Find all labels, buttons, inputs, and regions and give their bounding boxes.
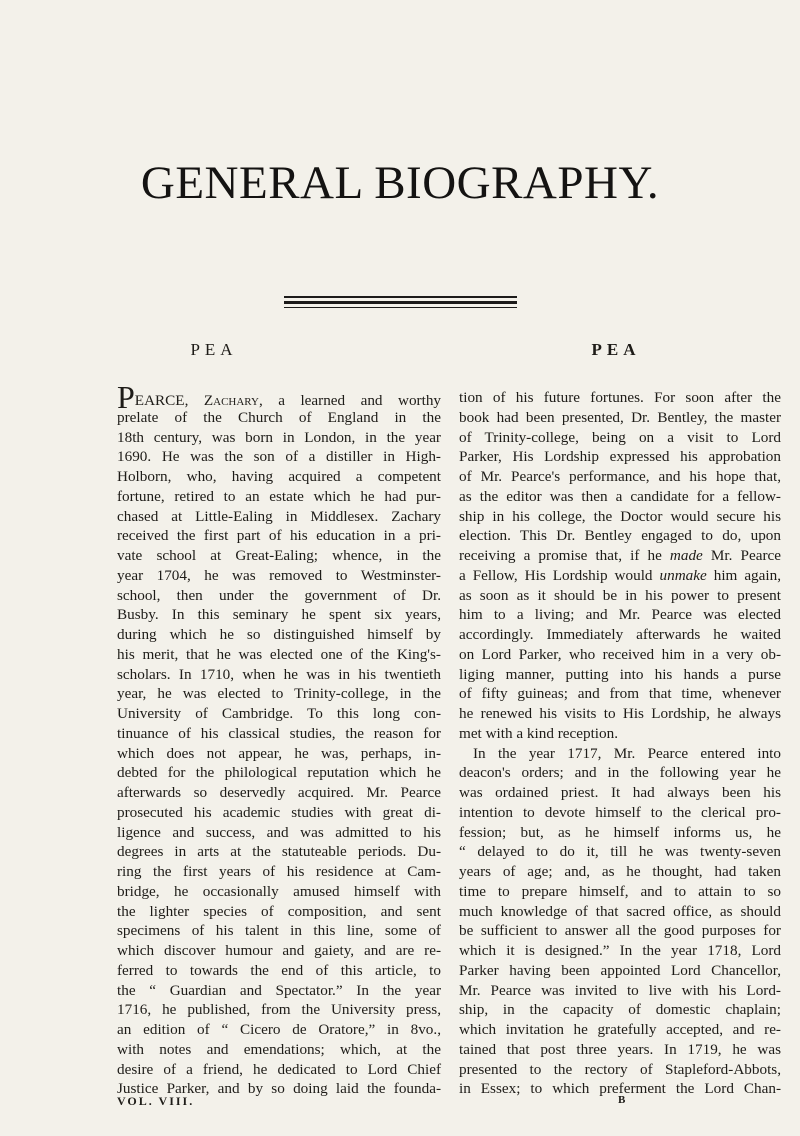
text-line: in Essex; to which preferment the Lord Chan- (459, 1080, 781, 1098)
text-line: which invitation he gratefully accepted, and re- (459, 1021, 781, 1038)
text-line: the “ Guardian and Spectator.” In the year (117, 981, 441, 999)
right-column (459, 388, 781, 1099)
text-line: PEARCE, Zachary, a learned and worthy (117, 379, 442, 415)
text-line: specimens of his talent in this line, some of (117, 922, 441, 940)
text-line: vate school at Great-Ealing; whence, in the (117, 547, 441, 564)
text-line: years of age; and, as he thought, had taken (459, 863, 781, 880)
text-line: Parker having been appointed Lord Chancellor, (459, 961, 781, 979)
text-line: much knowledge of that sacred office, as should (459, 902, 781, 920)
text-line: deacon's orders; and in the following year he (459, 764, 781, 782)
text-line: liging manner, putting into his hands a purse (459, 665, 781, 683)
text-line: fession; but, as he himself informs us, he (459, 823, 781, 841)
title-rule-thin (284, 307, 517, 308)
text-line: “ delayed to do it, till he was twenty-seven (459, 843, 781, 861)
text-line: Busby. In this seminary he spent six years, (117, 606, 441, 624)
text-line: Mr. Pearce was invited to live with his Lord- (459, 981, 781, 999)
text-line: the lighter species of composition, and sent (117, 902, 441, 920)
text-line: Justice Parker, and by so doing laid the founda- (117, 1080, 441, 1098)
text-line: on Lord Parker, who received him in a very ob- (459, 645, 781, 663)
text-line: receiving a promise that, if he made Mr. Pearce (459, 547, 781, 564)
text-line: bridge, he occasionally amused himself with (117, 882, 441, 900)
text-line: as the editor was then a candidate for a fellow- (459, 487, 781, 505)
text-line: which discover humour and gaiety, and are re- (117, 942, 441, 959)
running-head-left: PEA (190, 340, 238, 359)
text-line: be sufficient to answer all the good purposes for (459, 922, 781, 940)
text-line: degrees in arts at the statuteable periods. Du- (117, 843, 441, 861)
text-line: of Trinity-college, being on a visit to Lord (459, 428, 781, 446)
text-line: debted for the philological reputation which he (117, 764, 441, 782)
italic-word: made (669, 547, 703, 564)
text-line: University of Cambridge. To this long con- (117, 705, 441, 722)
text-line: In the year 1717, Mr. Pearce entered into (473, 744, 781, 762)
text-line: school, then under the government of Dr. (117, 586, 441, 604)
text-line: Parker, His Lordship expressed his approbation (459, 448, 781, 466)
text-line: ferred to towards the end of this article, to (117, 961, 441, 979)
left-column (117, 379, 442, 1099)
italic-word: unmake (659, 566, 707, 584)
text-line: election. This Dr. Bentley engaged to do, upon (459, 527, 781, 545)
text-line: afterwards so deservedly acquired. Mr. Pearce (117, 784, 441, 801)
page-title: GENERAL BIOGRAPHY. (140, 157, 660, 209)
text-line: scholars. In 1710, when he was in his twentieth (117, 665, 441, 683)
text-line: accordingly. Immediately afterwards he waited (459, 626, 781, 643)
text-line: a Fellow, His Lordship would unmake him again, (459, 566, 782, 584)
text-line: year 1704, he was removed to Westminster- (117, 566, 441, 584)
text-line: ligence and success, and was admitted to his (117, 823, 441, 841)
text-line: met with a kind reception. (459, 724, 619, 742)
text-line: an edition of “ Cicero de Oratore,” in 8vo., (117, 1021, 441, 1038)
title-rule-middle (284, 301, 517, 304)
text-line: of fifty guineas; and from that time, whenever (459, 685, 781, 703)
text-line: time to prepare himself, and to attain to so (459, 882, 781, 900)
drop-cap: P (117, 379, 135, 415)
text-line: prelate of the Church of England in the (117, 408, 441, 426)
text-line: tion of his future fortunes. For soon after the (459, 389, 781, 406)
entry-name: Zachary, (203, 392, 263, 409)
text-line: which it is designed.” In the year 1718, Lord (459, 942, 781, 959)
text-line: desire of a friend, he dedicated to Lord Chief (117, 1060, 441, 1078)
text-line: of Mr. Pearce's performance, and his hope that, (459, 468, 781, 485)
headword: EARCE, (134, 392, 189, 409)
text-line: presented to the rectory of Stapleford-Abbots, (459, 1060, 781, 1078)
text-line: 1716, he published, from the University press, (117, 1001, 441, 1019)
text-line: his merit, that he was elected one of the King's- (117, 645, 441, 663)
text-line: chased at Little-Ealing in Middlesex. Zachary (117, 507, 441, 525)
text-line: which does not appear, he was, perhaps, in- (117, 744, 441, 762)
text-line: him to a living; and Mr. Pearce was elected (459, 606, 781, 624)
volume-marker: VOL. VIII. (117, 1094, 195, 1108)
text-line: during which he so distinguished himself by (117, 626, 441, 643)
text-line: tinuance of his classical studies, the reason for (117, 724, 441, 742)
text-line: as soon as it should be in his power to present (459, 586, 781, 604)
text-line: intention to devote himself to the clerical pro- (459, 803, 781, 821)
text-line: tained that post three years. In 1719, he was (459, 1040, 781, 1058)
text-line: was ordained priest. It had always been his (459, 784, 781, 801)
text-line: Holborn, who, having acquired a competent (117, 468, 441, 485)
text-line: ring the first years of his residence at Cam- (117, 863, 441, 880)
text-line: received the first part of his education in a pri- (117, 527, 441, 545)
text-line: 18th century, was born in London, in the year (117, 428, 441, 446)
text-line: ship in his college, the Doctor would secure his (459, 507, 781, 525)
text-line: year, he was elected to Trinity-college, in the (117, 685, 441, 703)
text-line: ship, in the capacity of domestic chaplain; (459, 1001, 781, 1019)
title-rule-thick (284, 296, 517, 298)
text-line: book had been presented, Dr. Bentley, the master (459, 408, 781, 426)
text-line: fortune, retired to an estate which he had pur- (117, 487, 441, 505)
text-line: 1690. He was the son of a distiller in High- (117, 448, 441, 466)
text-line: with notes and emendations; which, at the (117, 1040, 441, 1058)
text-line: he renewed his visits to His Lordship, he always (459, 705, 781, 722)
signature-mark: B (618, 1094, 626, 1106)
text-line: prosecuted his academic studies with great di- (117, 803, 441, 821)
running-head-right: PEA (591, 340, 641, 359)
